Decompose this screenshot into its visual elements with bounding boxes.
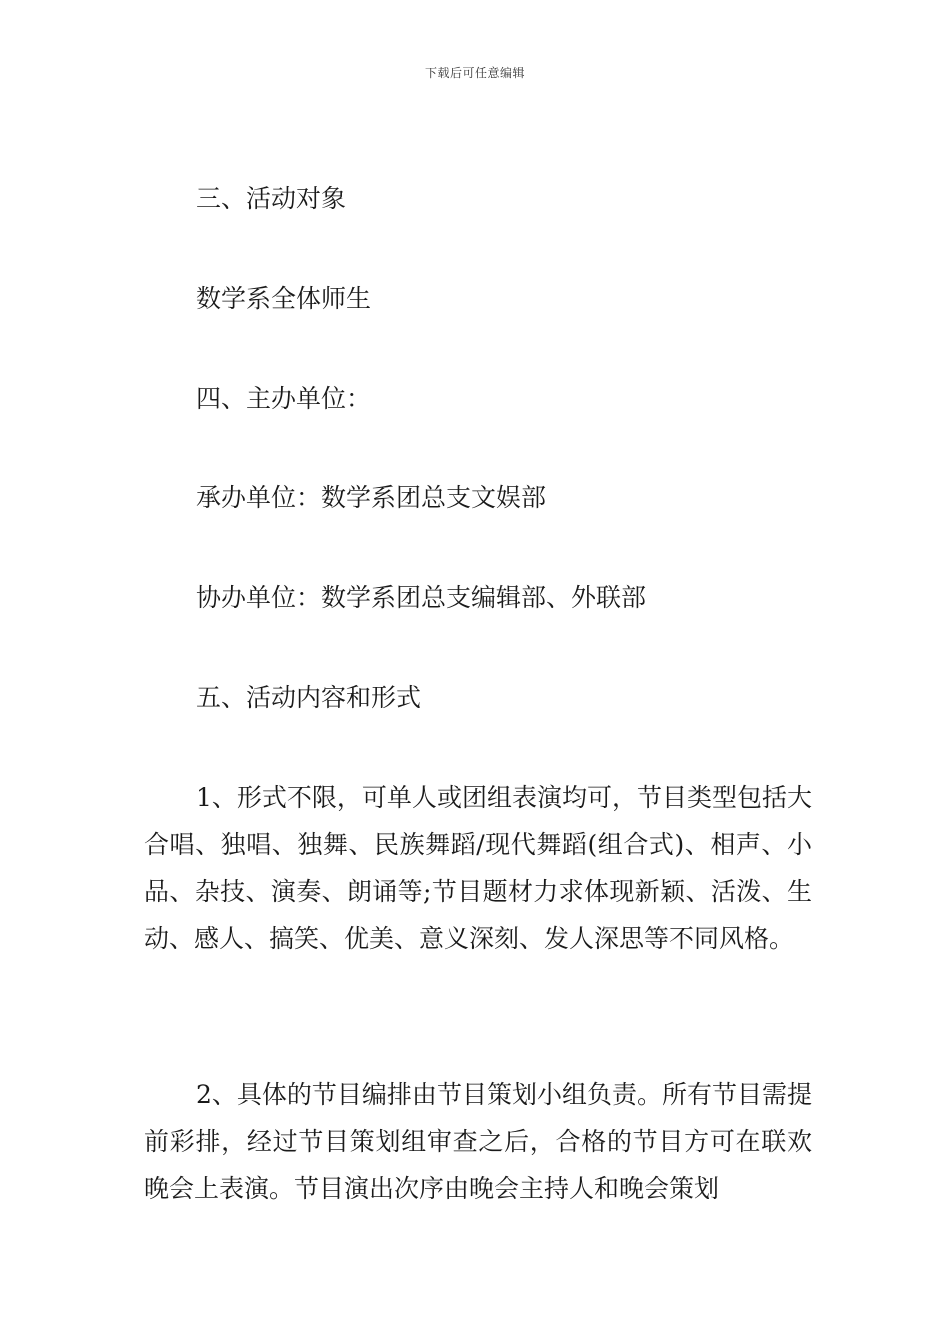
section-3-heading: 三、活动对象 <box>196 184 347 213</box>
section-3-body: 数学系全体师生 <box>196 284 372 313</box>
section-5-heading: 五、活动内容和形式 <box>196 683 422 712</box>
section-4-coorganizer: 协办单位：数学系团总支编辑部、外联部 <box>196 583 647 612</box>
section-5-item-1: 1、形式不限，可单人或团组表演均可，节目类型包括大合唱、独唱、独舞、民族舞蹈/现代舞蹈(组合式)、相声、小品、杂技、演奏、朗诵等;节目题材力求体现新颖、活泼、生动、感人、搞笑、优美、意义深刻、发人深思等不同风格。 <box>144 783 812 953</box>
section-4-heading: 四、主办单位： <box>196 384 372 413</box>
section-5-item-2: 2、具体的节目编排由节目策划小组负责。所有节目需提前彩排，经过节目策划组审查之后，合格的节目方可在联欢晚会上表演。节目演出次序由晚会主持人和晚会策划 <box>144 1080 812 1203</box>
page-header-note: 下载后可任意编辑 <box>424 66 525 80</box>
section-4-organizer: 承办单位：数学系团总支文娱部 <box>196 483 547 512</box>
